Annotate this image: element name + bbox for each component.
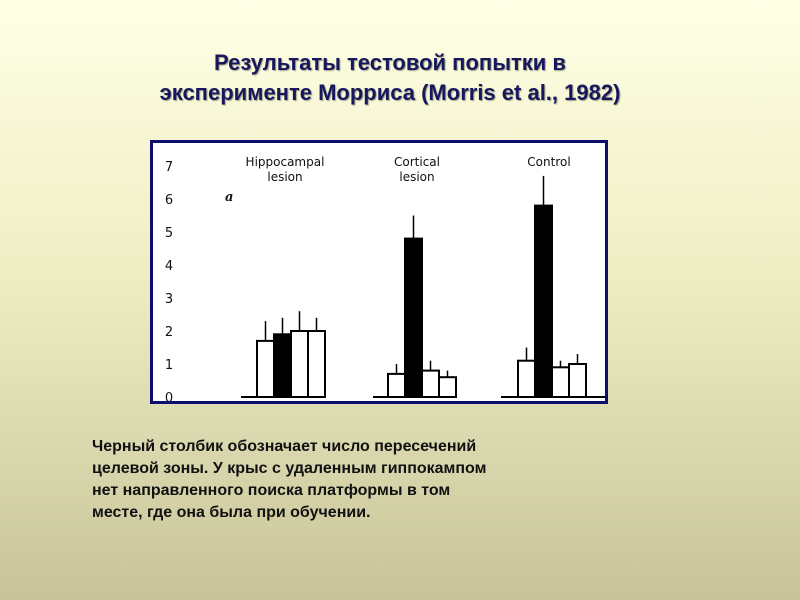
bar [569,364,586,397]
target-bar [405,239,422,397]
caption-line-3: нет направленного поиска платформы в том [92,482,451,499]
caption [92,436,602,524]
y-tick-label: 5 [164,226,174,241]
group-label: lesion [267,170,303,184]
chart-figure [150,140,608,404]
panel-label: a [225,190,234,205]
y-tick-label: 3 [164,292,174,307]
y-tick-label: 6 [164,193,174,208]
y-tick-label: 2 [164,325,174,340]
target-bar [535,206,552,397]
group-label: lesion [399,170,435,184]
y-tick-label: 1 [164,358,174,373]
bar [388,374,405,397]
slide-title [0,48,780,108]
y-tick-label: 0 [164,391,174,401]
target-bar [274,334,291,397]
bar [257,341,274,397]
slide-title-line-2: эксперименте Морриса (Morris et al., 1982) [159,80,621,105]
bar [308,331,325,397]
bar [552,367,569,397]
bar [518,361,535,397]
group-label: Cortical [394,155,440,169]
y-tick-label: 4 [164,259,174,274]
y-tick-label: 7 [164,160,174,175]
caption-line-4: месте, где она была при обучении. [92,504,371,521]
group-label: Hippocampal [245,155,325,169]
group-label: Control [527,155,571,169]
caption-line-1: Черный столбик обозначает число пересечений [92,438,477,455]
slide-title-line-1: Результаты тестовой попытки в [214,50,566,75]
bar [291,331,308,397]
bar [439,377,456,397]
bar [422,371,439,397]
caption-line-2: целевой зоны. У крыс с удаленным гиппокампом [92,460,487,477]
bar-chart [153,143,605,401]
